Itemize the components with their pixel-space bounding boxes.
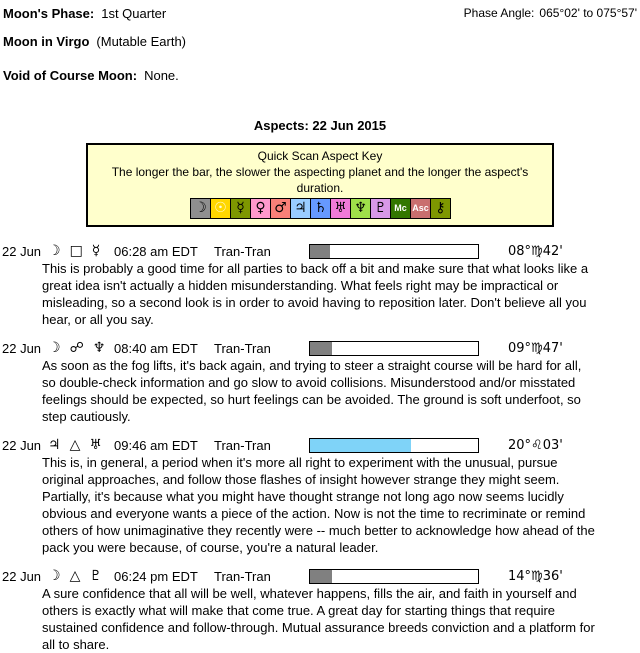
saturn-key-icon: ♄ [310, 198, 331, 219]
moon-in-sign-label: Moon in Virgo [3, 34, 90, 49]
aspect-duration-bar [309, 244, 479, 259]
neptune-key-icon: ♆ [350, 198, 371, 219]
ascendant-key-icon: Asc [410, 198, 431, 219]
uranus-key-icon: ♅ [330, 198, 351, 219]
planet1-icon: ☽ [48, 340, 61, 356]
quick-scan-aspect-key [86, 143, 554, 227]
aspect-bar-fill [310, 342, 332, 355]
aspect-description: This is, in general, a period when it's more all right to experiment with the unusual, pursue original approaches, and follow those flashes of insight however strange they might seem. Partially, it's because what you might have thought strange not long ago now seems lucidly obvious and everyone wants a piece of the action. Now is not the time to recriminate or remind others of how unimaginative they recently were -- much better to acknowledge how ahead of the pack you were because, of course, you're a natural leader. [42, 455, 595, 555]
aspect-entry [0, 437, 640, 556]
aspect-icon: ☍ [69, 340, 84, 356]
aspects-title: Aspects: 22 Jun 2015 [253, 118, 387, 133]
aspect-time: 08:40 am EDT [114, 341, 198, 356]
aspect-glyphs [48, 243, 114, 260]
aspect-glyphs [48, 340, 114, 357]
aspect-position: 08°♍42' [508, 244, 563, 259]
planet2-icon: ☿ [91, 243, 101, 259]
aspect-date: 22 Jun [2, 569, 42, 584]
aspect-type: Tran-Tran [214, 438, 271, 453]
aspect-header-row [0, 437, 640, 454]
chiron-key-icon: ⚷ [430, 198, 451, 219]
moon-in-sign-value: (Mutable Earth) [96, 34, 187, 49]
aspect-type: Tran-Tran [214, 341, 271, 356]
aspect-duration-bar [309, 341, 479, 356]
aspect-date: 22 Jun [2, 438, 42, 453]
planet1-icon: ☽ [48, 568, 61, 584]
aspect-header-row [0, 568, 640, 585]
phase-angle-label: Phase Angle: [463, 6, 535, 20]
aspect-type: Tran-Tran [214, 569, 271, 584]
aspect-duration-bar [309, 438, 479, 453]
moons-phase-label: Moon's Phase: [3, 6, 95, 21]
planet1-icon: ☽ [48, 243, 61, 259]
aspect-description: As soon as the fog lifts, it's back again, and trying to steer a straight course will be hard for all, so double-check information and go slow to avoid collisions. Misunderstood and/or misstated feelings should be expected, so hurt feelings can be avoided. The ground is soft underfoot, so step cautiously. [42, 358, 582, 424]
moon-in-sign-line [3, 33, 637, 50]
phase-angle-value: 065°02' to 075°57' [539, 6, 637, 20]
aspect-duration-bar [309, 569, 479, 584]
sun-key-icon: ☉ [210, 198, 231, 219]
aspects-list [0, 243, 640, 653]
planet2-icon: ♆ [92, 340, 106, 356]
pluto-key-icon: ♇ [370, 198, 391, 219]
midheaven-key-icon: Mc [390, 198, 411, 219]
void-of-course-value: None. [144, 68, 179, 83]
jupiter-key-icon: ♃ [290, 198, 311, 219]
moons-phase-line [3, 5, 637, 22]
key-title: Quick Scan Aspect Key [257, 149, 383, 163]
planet2-icon: ♇ [89, 568, 102, 584]
aspect-position: 14°♍36' [508, 569, 563, 584]
aspect-bar-fill [310, 439, 411, 452]
key-planet-icons [190, 198, 450, 219]
aspect-date: 22 Jun [2, 341, 42, 356]
venus-key-icon: ♀ [250, 198, 271, 219]
phase-angle [464, 5, 637, 22]
aspect-time: 06:28 am EDT [114, 244, 198, 259]
void-of-course-label: Void of Course Moon: [3, 68, 138, 83]
aspect-icon: △ [69, 568, 81, 584]
key-subtitle: The longer the bar, the slower the aspecting planet and the longer the aspect's duration. [111, 165, 529, 195]
aspect-header-row [0, 340, 640, 357]
aspect-glyphs [48, 568, 114, 585]
aspect-glyphs [48, 437, 114, 454]
aspect-icon: △ [69, 437, 81, 453]
aspect-description: A sure confidence that all will be well, whatever happens, fills the air, and faith in yourself and others is exactly what will make that come true. A great day for starting things that require sustained confidence and follow-through. Mutual assurance breeds conviction and a platform for all to share. [42, 586, 595, 652]
aspect-icon: □ [69, 243, 83, 259]
aspect-entry [0, 243, 640, 328]
aspect-time: 06:24 pm EDT [114, 569, 198, 584]
aspect-date: 22 Jun [2, 244, 42, 259]
void-of-course-line [3, 67, 637, 84]
aspect-description: This is probably a good time for all parties to back off a bit and make sure that what looks like a great idea isn't actually a hidden misunderstanding. What feels right may be impractical or misleading, so a second look is in order to avoid having to reposition later. Don't believe all you hear, or all you say. [42, 261, 589, 327]
planet2-icon: ♅ [89, 437, 102, 453]
mars-key-icon: ♂ [270, 198, 291, 219]
aspect-header-row [0, 243, 640, 260]
moon-key-icon: ☽ [190, 198, 211, 219]
aspect-position: 09°♍47' [508, 341, 563, 356]
aspect-time: 09:46 am EDT [114, 438, 198, 453]
planet1-icon: ♃ [48, 437, 61, 453]
moons-phase-value: 1st Quarter [101, 6, 167, 21]
aspect-bar-fill [310, 245, 330, 258]
moon-status-section [0, 0, 640, 84]
aspect-bar-fill [310, 570, 332, 583]
aspect-type: Tran-Tran [214, 244, 271, 259]
aspect-position: 20°♌03' [508, 438, 563, 453]
mercury-key-icon: ☿ [230, 198, 251, 219]
aspect-entry [0, 568, 640, 653]
aspect-entry [0, 340, 640, 425]
